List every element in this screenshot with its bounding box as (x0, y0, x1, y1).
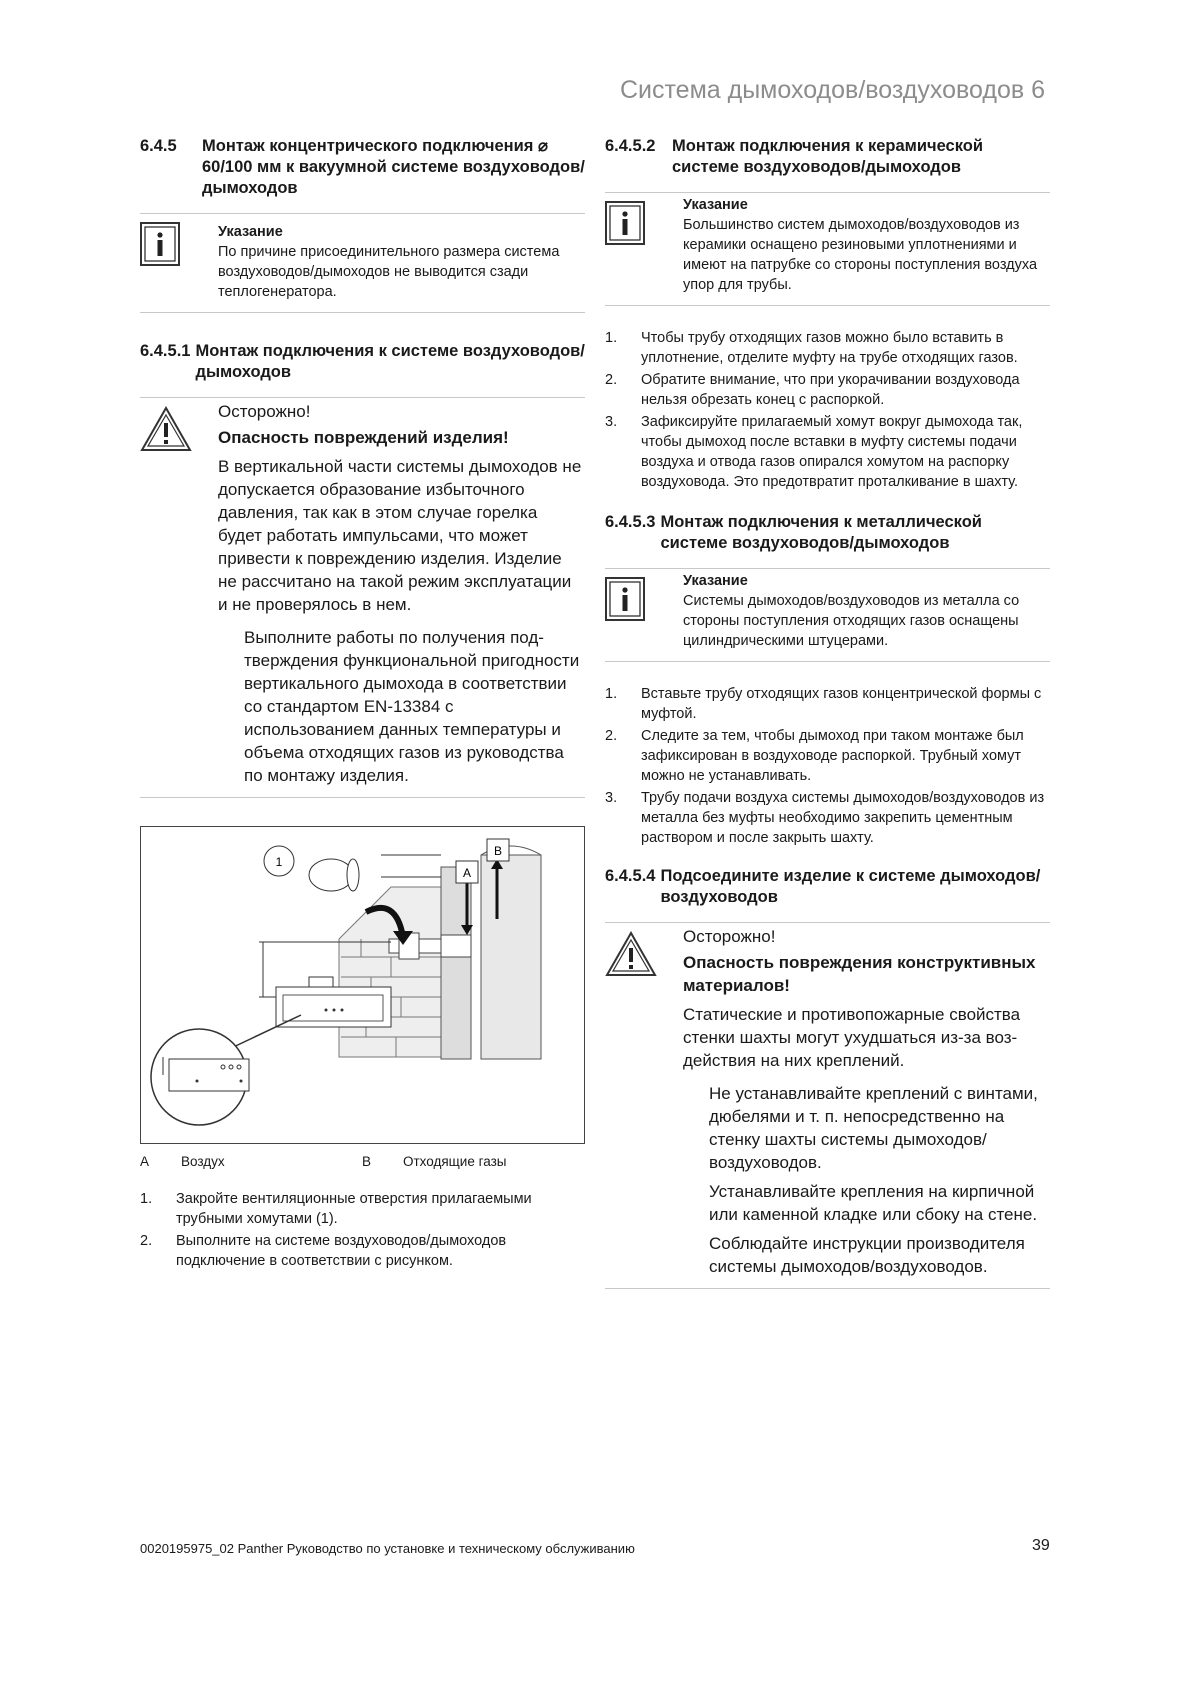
warning-action: Не устанавливайте креплений с винтами, дюбелями и т. п. непосредственно на стенку шахты системы дымоходов/воздуховодов. (709, 1084, 1038, 1172)
heading-6-4-5-3 (605, 512, 1050, 554)
page-number: 39 (1032, 1537, 1050, 1554)
note-title: Указание (683, 573, 748, 589)
legend-value-a: Воздух (181, 1154, 225, 1169)
figure-label-1: 1 (275, 855, 283, 869)
heading-6-4-5 (140, 136, 585, 199)
warning-action: Соблюдайте инструкции производителя системы дымоходов/воздуховодов. (709, 1234, 1025, 1276)
heading-number: 6.4.5.2 (605, 137, 656, 155)
heading-number: 6.4.5.1 (140, 342, 191, 360)
right-steps-ceramic (605, 328, 1050, 492)
note-box (605, 568, 1050, 662)
warning-subtitle: Опасность повреждения конструктивных материалов! (683, 953, 1036, 995)
note-text: Системы дымоходов/воздуховодов из металла со стороны поступления отходящих газов оснащены цилиндрическими штуцерами. (683, 593, 1020, 649)
heading-title: Подсоедините изделие к системе дымоходов/воздуховодов (660, 867, 1041, 906)
note-box (605, 192, 1050, 306)
figure-legend (140, 1154, 585, 1169)
heading-title: Монтаж концентрического подключения ⌀ 60/100 мм к вакуумной системе воздуховодов/дымоходов (202, 137, 585, 197)
list-item: 1. Вставьте трубу отходящих газов концентрической формы с муфтой. (605, 686, 1042, 722)
legend-value-b: Отходящие газы (403, 1154, 507, 1169)
warning-action: Выполните работы по получения подтверждения функциональной пригодности вертикального дымохода в соответствии со стандартом EN-13384 с использованием данных температуры и объема отходящих газов из руководства по монтажу изделия. (244, 628, 580, 785)
note-box (140, 213, 585, 313)
info-icon (605, 569, 683, 661)
warning-title: Осторожно! (218, 402, 311, 421)
heading-title: Монтаж подключения к керамической системе воздуховодов/дымоходов (672, 137, 983, 176)
warning-box (605, 922, 1050, 1289)
right-column (605, 136, 1050, 1289)
legend-key-a: A (140, 1154, 150, 1169)
figure-label-a: A (462, 866, 472, 880)
footer-text: 0020195975_02 Panther Руководство по установке и техническому обслуживанию (140, 1541, 635, 1556)
left-column (140, 136, 585, 1273)
list-item: 3. Трубу подачи воздуха системы дымоходов/воздуховодов из металла без муфты необходимо закрепить цементным раствором и после закрыть шахту. (605, 790, 1045, 846)
page-header-title: Система дымоходов/воздуховодов 6 (619, 76, 1045, 104)
warning-triangle-icon (605, 923, 683, 1288)
warning-title: Осторожно! (683, 927, 776, 946)
note-text: По причине присоединительного размера система воздуховодов/дымоходов не выводится сзади теплогенератора. (218, 244, 560, 300)
note-title: Указание (683, 197, 748, 213)
legend-key-b: B (362, 1154, 372, 1169)
heading-number: 6.4.5 (140, 137, 177, 155)
heading-number: 6.4.5.4 (605, 867, 656, 885)
heading-title: Монтаж подключения к металлической системе воздуховодов/дымоходов (660, 513, 982, 552)
left-steps (140, 1189, 585, 1271)
list-item: 1. Чтобы трубу отходящих газов можно было вставить в уплотнение, отделите муфту на трубе отходящих газов. (605, 330, 1018, 366)
info-icon (605, 193, 683, 305)
list-item: 2. Выполните на системе воздуховодов/дымоходов подключение в соответствии с рисунком. (140, 1233, 507, 1269)
list-item: 2. Обратите внимание, что при укорачивании воздуховода нельзя обрезать конец с распоркой. (605, 372, 1020, 408)
heading-6-4-5-2 (605, 136, 1050, 178)
list-item: 2. Следите за тем, чтобы дымоход при таком монтаже был зафиксирован в воздуховоде распоркой. Трубный хомут можно не устанавливать. (605, 728, 1024, 784)
list-item: 1. Закройте вентиляционные отверстия прилагаемыми трубными хомутами (1). (140, 1191, 532, 1227)
installation-figure (140, 826, 585, 1144)
warning-triangle-icon (140, 398, 218, 797)
warning-subtitle: Опасность повреждений изделия! (218, 428, 509, 447)
note-title: Указание (218, 224, 283, 240)
list-item: 3. Зафиксируйте прилагаемый хомут вокруг дымохода так, чтобы дымоход после вставки в муфту системы подачи воздуха и отвода газов опирался хомутом на распорку воздуховода. Это предотвратит проталкивание в шахту. (605, 414, 1023, 490)
heading-title: Монтаж подключения к системе воздуховодов/дымоходов (195, 342, 585, 381)
warning-box (140, 397, 585, 798)
heading-6-4-5-4 (605, 866, 1050, 908)
warning-text: Статические и противопожарные свойства стенки шахты могут ухудшаться из-за воздействия на них креплений. (683, 1005, 1021, 1070)
warning-action: Устанавливайте крепления на кирпичной или каменной кладке или сбоку на стене. (709, 1182, 1038, 1224)
note-text: Большинство систем дымоходов/воздуховодов из керамики оснащено резиновыми уплотнениями и имеют на патрубке со стороны поступления воздуха упор для трубы. (683, 217, 1038, 293)
heading-6-4-5-1 (140, 341, 585, 383)
figure-label-b: B (493, 844, 503, 858)
installation-diagram (141, 827, 584, 1143)
heading-number: 6.4.5.3 (605, 513, 656, 531)
info-icon (140, 214, 218, 312)
warning-text: В вертикальной части системы дымоходов не допускается образование избыточного давления, так как в этом случае горелка будет работать импульсами, что может привести к повреждению изделия. Изделие не рассчитано на такой режим эксплуатации и не проверялось в нем. (218, 457, 582, 614)
right-steps-metal (605, 684, 1050, 848)
